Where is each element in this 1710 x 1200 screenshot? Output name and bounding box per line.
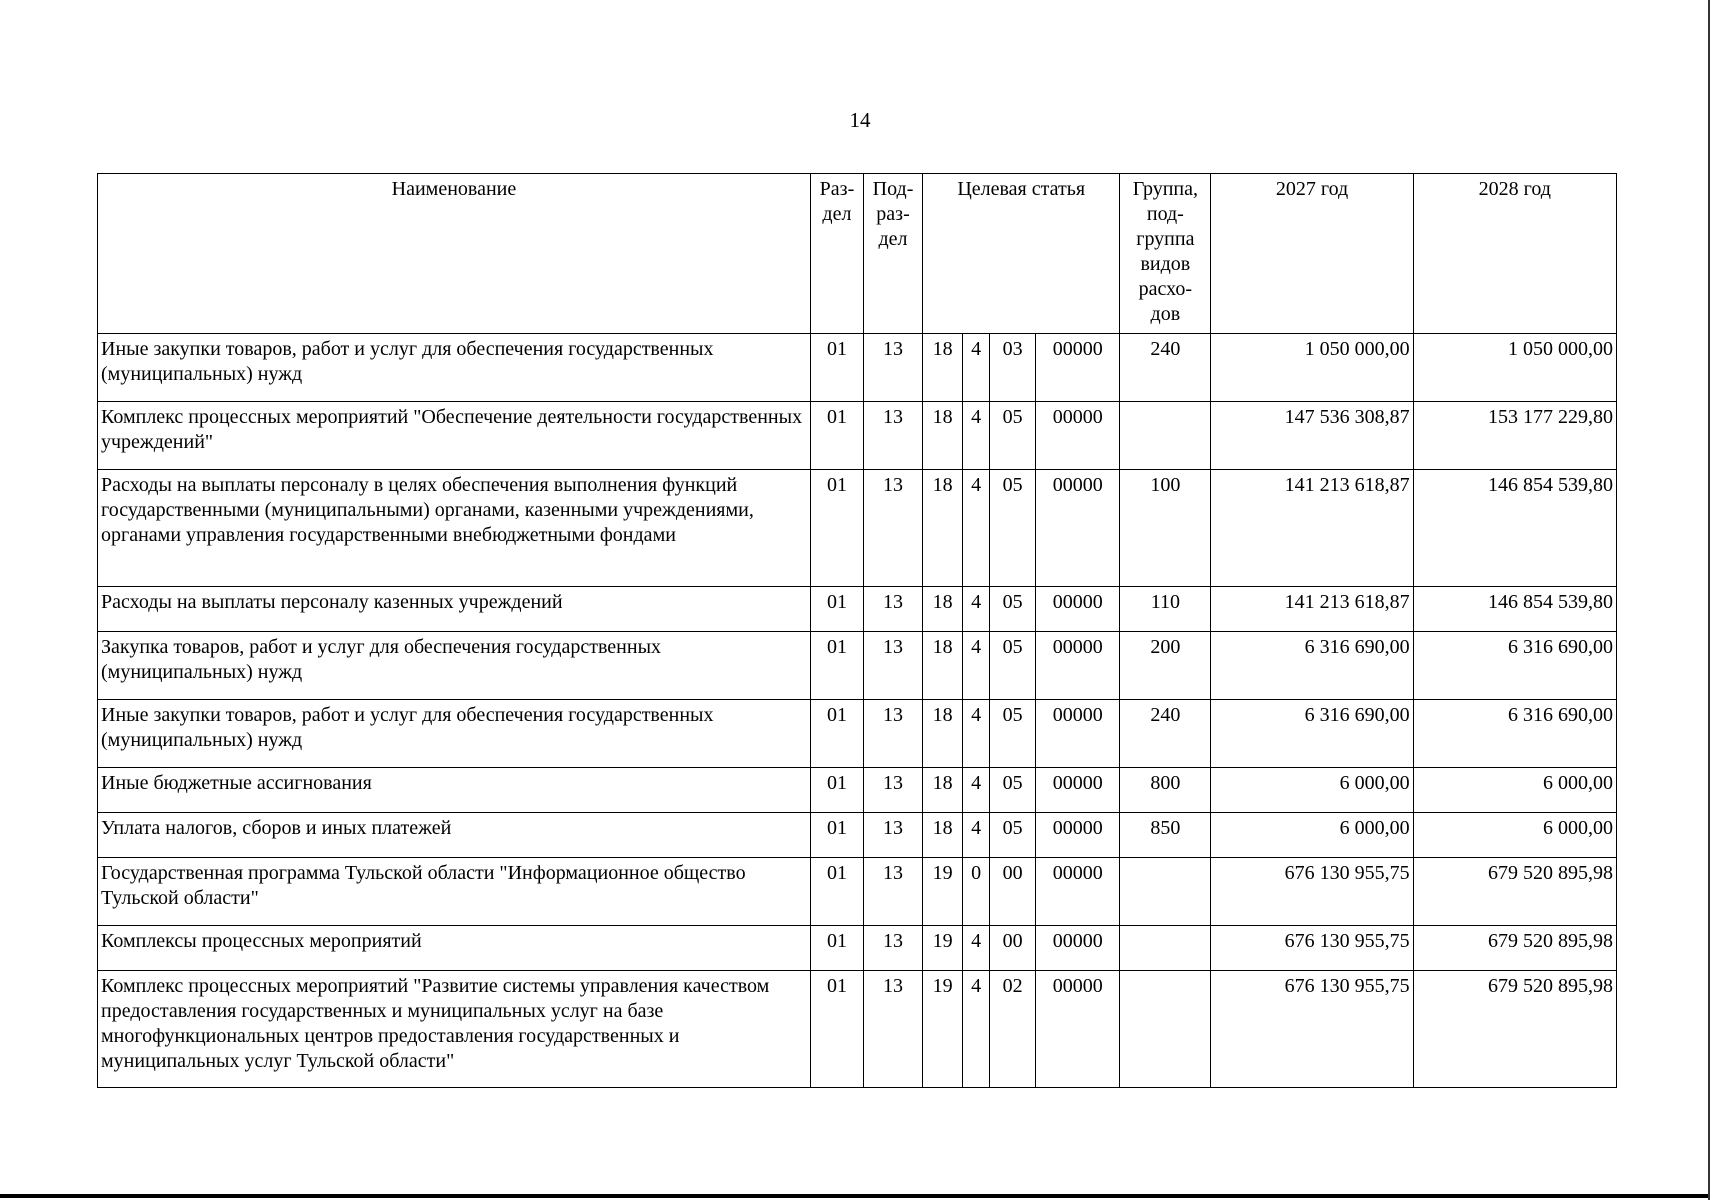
header-expense-group: Группа, под- группа видов расхо- дов xyxy=(1120,174,1211,334)
row-expense-group: 110 xyxy=(1120,587,1211,632)
row-target-program: 18 xyxy=(923,334,963,402)
row-expense-group xyxy=(1120,402,1211,470)
row-razdel: 01 xyxy=(810,926,863,971)
row-podrazdel: 13 xyxy=(863,402,922,470)
row-expense-group: 200 xyxy=(1120,632,1211,700)
row-podrazdel: 13 xyxy=(863,858,922,926)
row-target-type: 4 xyxy=(963,926,990,971)
row-amount-2028: 146 854 539,80 xyxy=(1413,470,1616,587)
row-razdel: 01 xyxy=(810,632,863,700)
header-podrazdel: Под- раз- дел xyxy=(863,174,922,334)
row-target-structure: 05 xyxy=(990,700,1036,768)
row-razdel: 01 xyxy=(810,858,863,926)
table-row xyxy=(98,926,1617,971)
row-amount-2027: 6 000,00 xyxy=(1211,768,1413,813)
row-razdel: 01 xyxy=(810,813,863,858)
table-row xyxy=(98,858,1617,926)
row-target-structure: 03 xyxy=(990,334,1036,402)
row-target-direction: 00000 xyxy=(1036,700,1120,768)
row-target-direction: 00000 xyxy=(1036,768,1120,813)
row-name: Государственная программа Тульской области "Информационное общество Тульской области" xyxy=(98,858,811,926)
table-row xyxy=(98,971,1617,1088)
row-amount-2027: 141 213 618,87 xyxy=(1211,587,1413,632)
row-name: Комплекс процессных мероприятий "Обеспечение деятельности государственных учреждений" xyxy=(98,402,811,470)
row-amount-2028: 153 177 229,80 xyxy=(1413,402,1616,470)
row-target-type: 4 xyxy=(963,402,990,470)
row-expense-group: 240 xyxy=(1120,334,1211,402)
row-target-program: 19 xyxy=(923,858,963,926)
row-name: Иные закупки товаров, работ и услуг для обеспечения государственных (муниципальных) нужд xyxy=(98,334,811,402)
row-target-type: 4 xyxy=(963,813,990,858)
row-amount-2028: 679 520 895,98 xyxy=(1413,926,1616,971)
row-amount-2028: 6 000,00 xyxy=(1413,768,1616,813)
row-razdel: 01 xyxy=(810,700,863,768)
row-name: Расходы на выплаты персоналу казенных учреждений xyxy=(98,587,811,632)
row-amount-2027: 676 130 955,75 xyxy=(1211,926,1413,971)
row-target-direction: 00000 xyxy=(1036,632,1120,700)
row-podrazdel: 13 xyxy=(863,587,922,632)
row-target-structure: 05 xyxy=(990,470,1036,587)
row-podrazdel: 13 xyxy=(863,971,922,1088)
row-expense-group xyxy=(1120,858,1211,926)
row-target-type: 0 xyxy=(963,858,990,926)
row-expense-group xyxy=(1120,971,1211,1088)
row-name: Уплата налогов, сборов и иных платежей xyxy=(98,813,811,858)
row-expense-group xyxy=(1120,926,1211,971)
row-expense-group: 240 xyxy=(1120,700,1211,768)
row-amount-2027: 6 316 690,00 xyxy=(1211,632,1413,700)
row-amount-2027: 141 213 618,87 xyxy=(1211,470,1413,587)
row-name: Иные бюджетные ассигнования xyxy=(98,768,811,813)
header-year-2027: 2027 год xyxy=(1211,174,1413,334)
page-bottom-border xyxy=(0,1194,1710,1198)
row-podrazdel: 13 xyxy=(863,768,922,813)
row-razdel: 01 xyxy=(810,587,863,632)
row-target-direction: 00000 xyxy=(1036,858,1120,926)
row-target-program: 18 xyxy=(923,587,963,632)
row-target-program: 19 xyxy=(923,926,963,971)
row-amount-2028: 1 050 000,00 xyxy=(1413,334,1616,402)
row-target-structure: 05 xyxy=(990,632,1036,700)
row-amount-2028: 679 520 895,98 xyxy=(1413,858,1616,926)
row-target-direction: 00000 xyxy=(1036,813,1120,858)
row-expense-group: 800 xyxy=(1120,768,1211,813)
row-target-type: 4 xyxy=(963,470,990,587)
row-target-program: 18 xyxy=(923,813,963,858)
row-target-type: 4 xyxy=(963,334,990,402)
row-expense-group: 100 xyxy=(1120,470,1211,587)
row-target-program: 18 xyxy=(923,768,963,813)
row-target-structure: 05 xyxy=(990,768,1036,813)
row-target-direction: 00000 xyxy=(1036,470,1120,587)
row-podrazdel: 13 xyxy=(863,334,922,402)
row-razdel: 01 xyxy=(810,768,863,813)
page-number: 14 xyxy=(849,108,871,132)
row-target-direction: 00000 xyxy=(1036,334,1120,402)
table-row xyxy=(98,402,1617,470)
row-target-program: 18 xyxy=(923,632,963,700)
row-razdel: 01 xyxy=(810,971,863,1088)
row-amount-2028: 6 316 690,00 xyxy=(1413,632,1616,700)
table-row xyxy=(98,334,1617,402)
row-expense-group: 850 xyxy=(1120,813,1211,858)
row-target-type: 4 xyxy=(963,768,990,813)
row-podrazdel: 13 xyxy=(863,470,922,587)
row-razdel: 01 xyxy=(810,402,863,470)
table-row xyxy=(98,813,1617,858)
table-row xyxy=(98,632,1617,700)
row-razdel: 01 xyxy=(810,334,863,402)
header-name: Наименование xyxy=(98,174,811,334)
row-target-program: 18 xyxy=(923,470,963,587)
row-target-program: 18 xyxy=(923,700,963,768)
header-row xyxy=(98,174,1617,334)
row-podrazdel: 13 xyxy=(863,926,922,971)
row-target-program: 19 xyxy=(923,971,963,1088)
row-target-structure: 05 xyxy=(990,587,1036,632)
row-amount-2028: 6 316 690,00 xyxy=(1413,700,1616,768)
row-target-type: 4 xyxy=(963,587,990,632)
row-target-structure: 00 xyxy=(990,926,1036,971)
row-name: Комплекс процессных мероприятий "Развитие системы управления качеством предоставления государственных и муниципальных услуг на базе многофункциональных центров предоставления государственных и муниципальных услуг Тульской области" xyxy=(98,971,811,1088)
row-name: Комплексы процессных мероприятий xyxy=(98,926,811,971)
row-podrazdel: 13 xyxy=(863,813,922,858)
row-amount-2027: 6 316 690,00 xyxy=(1211,700,1413,768)
row-podrazdel: 13 xyxy=(863,632,922,700)
row-amount-2028: 146 854 539,80 xyxy=(1413,587,1616,632)
header-year-2028: 2028 год xyxy=(1413,174,1616,334)
row-amount-2027: 6 000,00 xyxy=(1211,813,1413,858)
table-row xyxy=(98,470,1617,587)
header-target-article: Целевая статья xyxy=(923,174,1120,334)
row-target-direction: 00000 xyxy=(1036,402,1120,470)
row-name: Расходы на выплаты персоналу в целях обеспечения выполнения функций государственными (муниципальными) органами, казенными учреждениями, органами управления государственными внебюджетными фондами xyxy=(98,470,811,587)
row-target-direction: 00000 xyxy=(1036,587,1120,632)
row-amount-2028: 6 000,00 xyxy=(1413,813,1616,858)
row-target-structure: 00 xyxy=(990,858,1036,926)
row-target-structure: 05 xyxy=(990,402,1036,470)
row-razdel: 01 xyxy=(810,470,863,587)
row-target-type: 4 xyxy=(963,971,990,1088)
row-amount-2027: 676 130 955,75 xyxy=(1211,971,1413,1088)
row-podrazdel: 13 xyxy=(863,700,922,768)
row-target-structure: 02 xyxy=(990,971,1036,1088)
row-name: Иные закупки товаров, работ и услуг для обеспечения государственных (муниципальных) нужд xyxy=(98,700,811,768)
row-amount-2027: 147 536 308,87 xyxy=(1211,402,1413,470)
row-amount-2027: 676 130 955,75 xyxy=(1211,858,1413,926)
row-target-direction: 00000 xyxy=(1036,926,1120,971)
table-row xyxy=(98,768,1617,813)
row-target-type: 4 xyxy=(963,700,990,768)
row-name: Закупка товаров, работ и услуг для обеспечения государственных (муниципальных) нужд xyxy=(98,632,811,700)
row-target-direction: 00000 xyxy=(1036,971,1120,1088)
header-razdel: Раз- дел xyxy=(810,174,863,334)
budget-table xyxy=(97,173,1617,1088)
row-amount-2027: 1 050 000,00 xyxy=(1211,334,1413,402)
row-amount-2028: 679 520 895,98 xyxy=(1413,971,1616,1088)
row-target-program: 18 xyxy=(923,402,963,470)
row-target-structure: 05 xyxy=(990,813,1036,858)
row-target-type: 4 xyxy=(963,632,990,700)
table-row xyxy=(98,700,1617,768)
table-row xyxy=(98,587,1617,632)
